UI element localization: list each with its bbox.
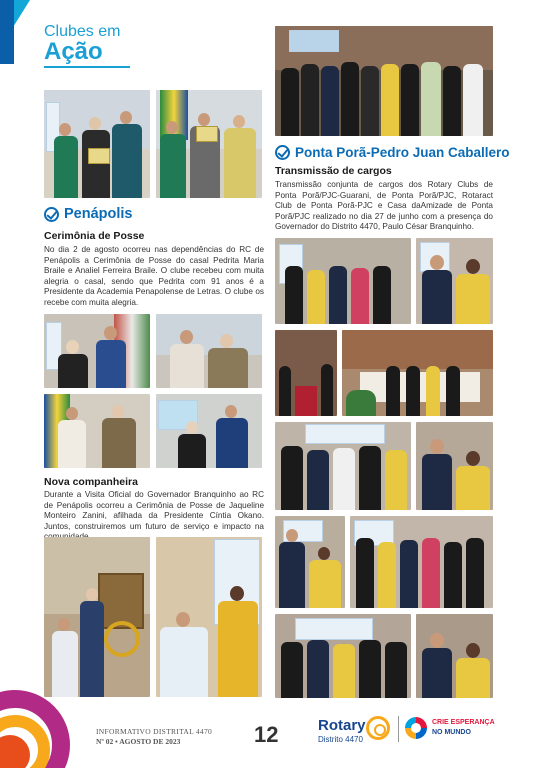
photo-pontapora-5 — [342, 330, 493, 416]
page-number: 12 — [254, 722, 279, 747]
penapolis-text-posse: No dia 2 de agosto ocorreu nas dependências do RC de Penápolis a Cerimônia de Posse do casal Pedrita Maria Braile e Analiel Ferreira Braile. O clube recebeu com muita alegria o casal, sendo que Pedrita com 91 anos é a Presidente da Academia Penapolense de Letras. O clube os recebe com muita alegria. — [44, 245, 264, 307]
footer-edition: Nº 02 • AGOSTO DE 2023 — [96, 737, 181, 746]
pontapora-section-title — [275, 145, 510, 160]
photo-penapolis-4 — [156, 314, 262, 388]
photo-penapolis-5 — [44, 394, 150, 468]
photo-penapolis-posse-2 — [156, 90, 262, 198]
pontapora-subtitle: Transmissão de cargos — [275, 165, 392, 177]
photo-pontapora-7 — [416, 422, 493, 510]
penapolis-section-title — [44, 206, 133, 222]
photo-penapolis-8 — [156, 537, 262, 697]
penapolis-title-text: Penápolis — [64, 206, 133, 222]
pontapora-text: Transmissão conjunta de cargos dos Rotary Clubs de Ponta Porã/PJC-Guarani, de Ponta Porã/PJC, Rotaract Club de Ponta Porã-PJC e Casa daAmizade de Ponta Porã/PJC realizado no dia 27 de junho com a presença do Governador do Distrito 4470, Paulo César Branquinho. — [275, 180, 493, 232]
photo-pontapora-4 — [275, 330, 337, 416]
photo-pontapora-10 — [275, 614, 411, 698]
photo-pontapora-11 — [416, 614, 493, 698]
photo-penapolis-6 — [156, 394, 262, 468]
section-header-line1: Clubes em — [44, 23, 121, 40]
photo-penapolis-3 — [44, 314, 150, 388]
rotary-logo-text: Rotary — [318, 717, 366, 734]
theme-logo-icon — [405, 717, 427, 739]
check-icon — [275, 145, 290, 160]
photo-penapolis-posse-1 — [44, 90, 150, 198]
footer-divider — [398, 716, 399, 742]
photo-penapolis-7 — [44, 537, 150, 697]
rotary-wheel-icon — [366, 716, 390, 740]
corner-decoration-bar — [0, 0, 14, 64]
photo-pontapora-8 — [275, 516, 345, 608]
theme-text-line1: CRIE ESPERANÇA — [432, 719, 495, 726]
theme-text-line2: NO MUNDO — [432, 729, 471, 736]
photo-pontapora-9 — [350, 516, 493, 608]
section-header-line2: Ação — [44, 38, 103, 65]
photo-pontapora-2 — [275, 238, 411, 324]
footer-publication: INFORMATIVO DISTRITAL 4470 — [96, 727, 213, 736]
photo-pontapora-group — [275, 26, 493, 136]
penapolis-subtitle-posse: Cerimônia de Posse — [44, 230, 145, 242]
photo-pontapora-3 — [416, 238, 493, 324]
header-underline — [44, 66, 130, 68]
penapolis-text-nova: Durante a Visita Oficial do Governador Branquinho ao RC de Penápolis ocorreu a Cerimônia de Posse de Jaqueline Monteiro Zanini, afilhada da Presidente Cíntia Okano. Juntos, construiremos um futuro de serviço e impacto na — [44, 490, 264, 531]
photo-pontapora-6 — [275, 422, 411, 510]
rotary-district: Distrito 4470 — [318, 735, 363, 744]
penapolis-subtitle-nova: Nova companheira — [44, 476, 138, 488]
pontapora-title-text: Ponta Porã-Pedro Juan Caballero — [295, 145, 510, 160]
check-icon — [44, 207, 59, 222]
